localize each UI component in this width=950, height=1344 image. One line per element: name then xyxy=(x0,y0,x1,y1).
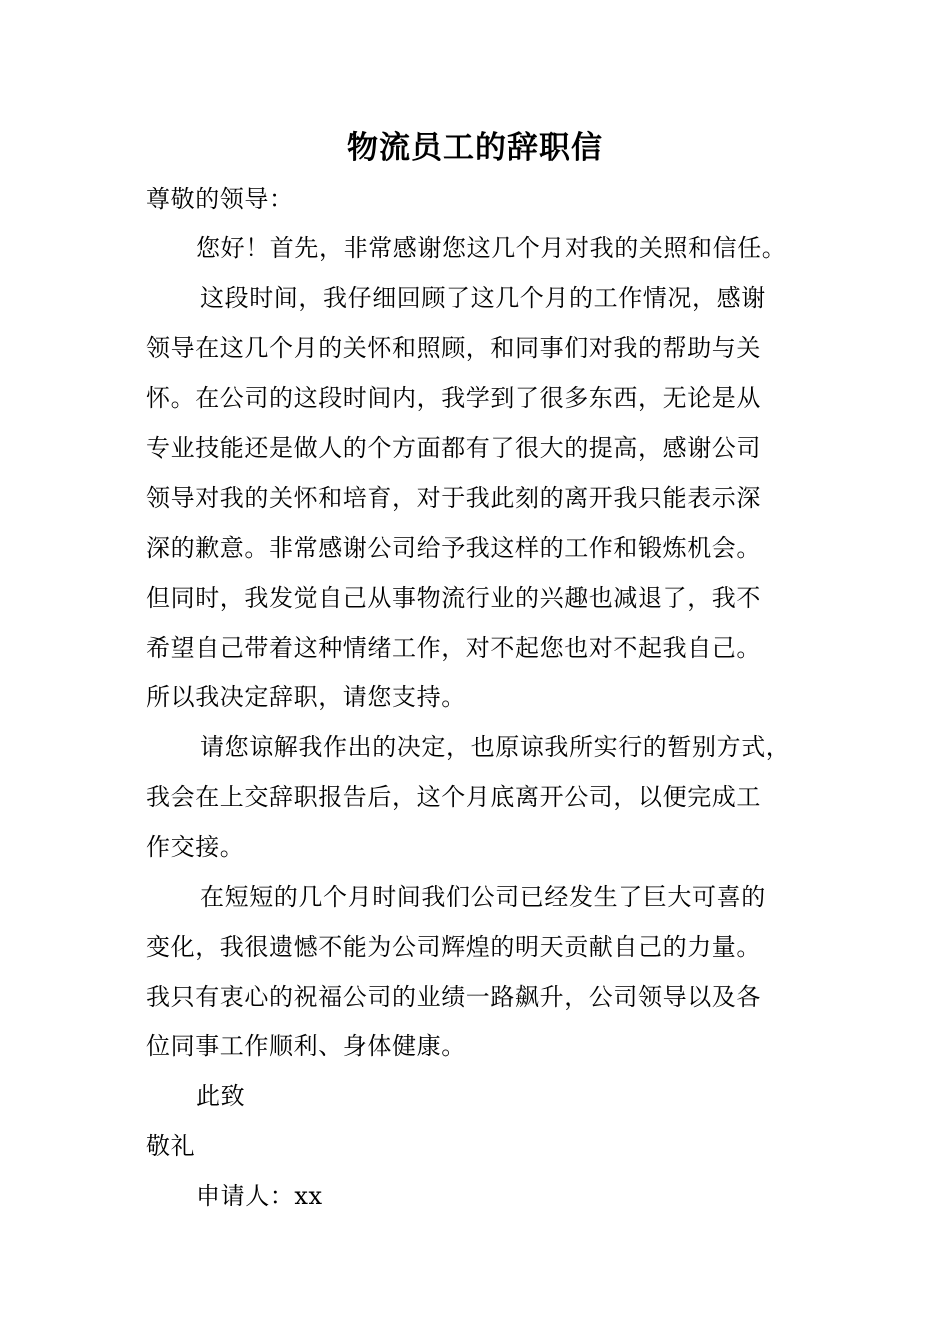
paragraph-line: 领导对我的关怀和培育，对于我此刻的离开我只能表示深 xyxy=(146,484,761,512)
closing-line: 此致 xyxy=(196,1082,246,1110)
paragraph-line: 专业技能还是做人的个方面都有了很大的提高，感谢公司 xyxy=(146,434,761,462)
paragraph-line: 领导在这几个月的关怀和照顾，和同事们对我的帮助与关 xyxy=(146,334,761,362)
paragraph-line: 变化，我很遗憾不能为公司辉煌的明天贡献自己的力量。 xyxy=(146,933,761,961)
paragraph-line: 这段时间，我仔细回顾了这几个月的工作情况，感谢 xyxy=(200,284,766,312)
paragraph-line: 作交接。 xyxy=(146,833,245,861)
document-title: 物流员工的辞职信 xyxy=(347,130,603,166)
paragraph-line: 位同事工作顺利、身体健康。 xyxy=(146,1032,466,1060)
paragraph-line: 希望自己带着这种情绪工作，对不起您也对不起我自己。 xyxy=(146,634,761,662)
paragraph-line: 您好！首先，非常感谢您这几个月对我的关照和信任。 xyxy=(196,234,787,262)
salutation: 尊敬的领导： xyxy=(146,185,294,213)
paragraph-line: 请您谅解我作出的决定，也原谅我所实行的暂别方式， xyxy=(200,733,791,761)
regards-line: 敬礼 xyxy=(146,1132,196,1160)
applicant-signature: 申请人：xx xyxy=(196,1182,323,1210)
paragraph-line: 在短短的几个月时间我们公司已经发生了巨大可喜的 xyxy=(200,883,766,911)
paragraph-line: 但同时，我发觉自己从事物流行业的兴趣也减退了，我不 xyxy=(146,584,761,612)
paragraph-line: 我只有衷心的祝福公司的业绩一路飙升，公司领导以及各 xyxy=(146,983,761,1011)
paragraph-line: 怀。在公司的这段时间内，我学到了很多东西，无论是从 xyxy=(146,384,761,412)
paragraph-line: 深的歉意。非常感谢公司给予我这样的工作和锻炼机会。 xyxy=(146,534,761,562)
paragraph-line: 我会在上交辞职报告后，这个月底离开公司，以便完成工 xyxy=(146,783,761,811)
paragraph-line: 所以我决定辞职，请您支持。 xyxy=(146,683,466,711)
